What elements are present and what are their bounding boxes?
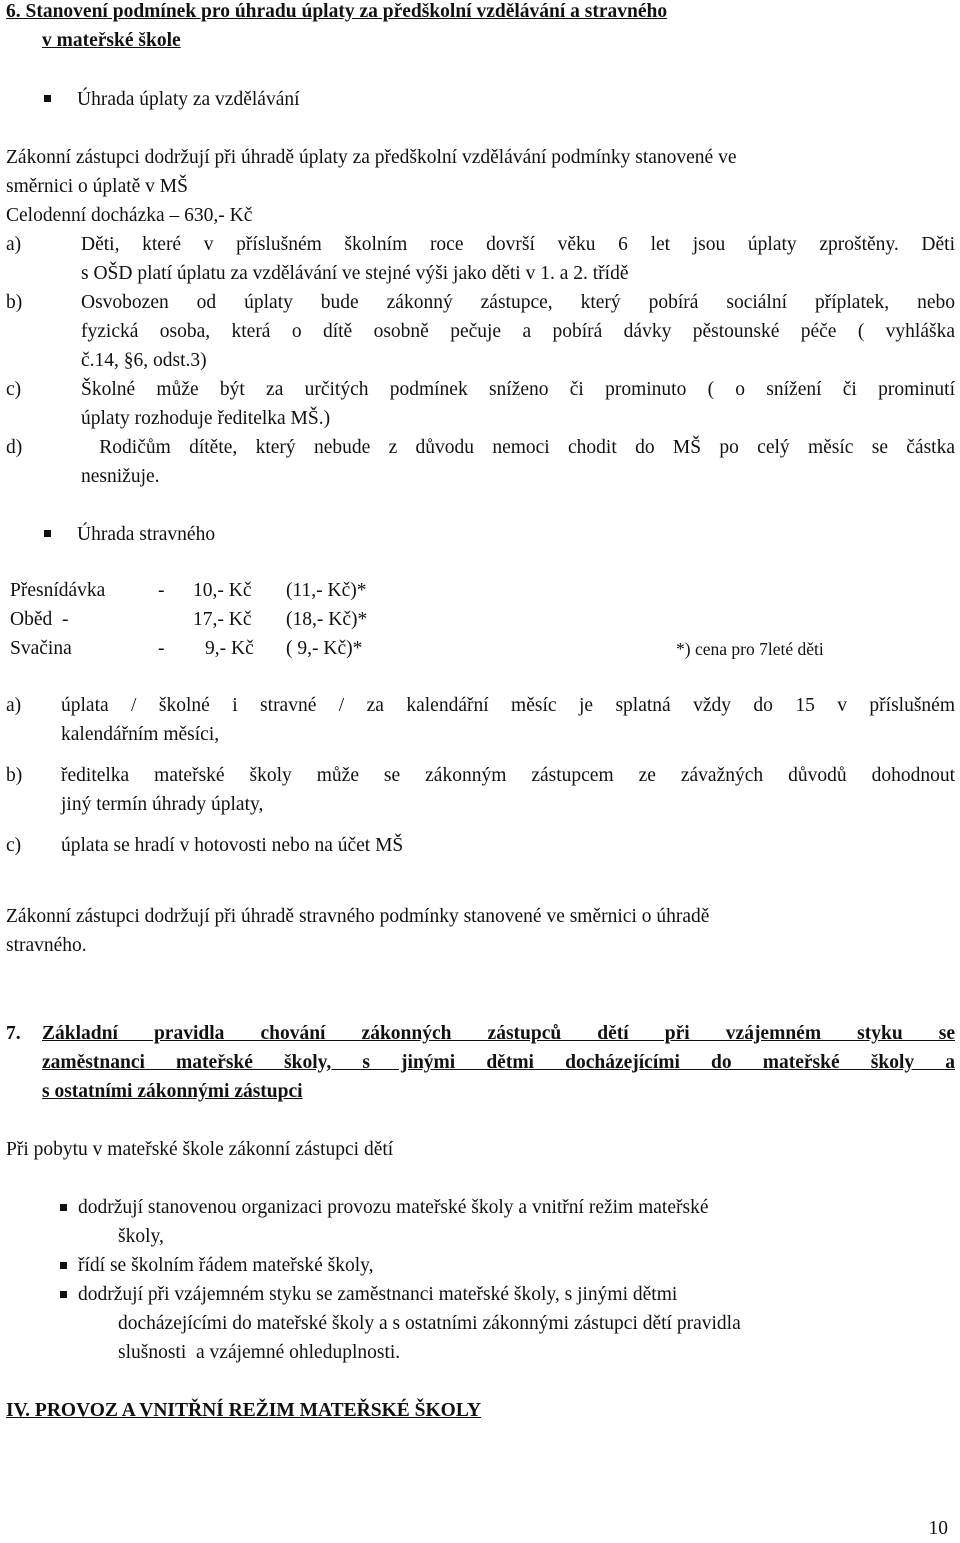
para1-line1: Zákonní zástupci dodržují při úhradě úplaty za předškolní vzdělávání podmínky stanovené ve [6, 147, 737, 168]
section6-heading-line2: v mateřské škole [42, 30, 181, 51]
fee-alt-price: ( 9,- Kč)* [286, 638, 363, 659]
item-text-line: s OŠD platí úplatu za vzdělávání ve stejné výši jako děti v 1. a 2. třídě [81, 263, 629, 284]
bullet-tuition-label: Úhrada úplaty za vzdělávání [77, 89, 300, 110]
fee-price: 10,- Kč [193, 580, 252, 601]
section4-heading: IV. PROVOZ A VNITŘNÍ REŽIM MATEŘSKÉ ŠKOLY [6, 1400, 482, 1421]
item-text-line: Rodičům dítěte, který nebude z důvodu nemoci chodit do MŠ po celý měsíc se částka [81, 437, 955, 458]
para2-line2: stravného. [6, 935, 87, 956]
fee-note: *) cena pro 7leté děti [676, 639, 824, 659]
section7-heading-line: Základní pravidla chování zákonných zástupců dětí při vzájemném styku se [42, 1023, 955, 1044]
item-text-line: úplata / školné i stravné / za kalendářní měsíc je splatná vždy do 15 v příslušném [61, 695, 955, 716]
square-bullet-icon [44, 530, 51, 537]
item-text-line: fyzická osoba, která o dítě osobně pečuje a pobírá dávky pěstounské péče ( vyhláška [81, 321, 955, 342]
payment-item-c [6, 831, 955, 860]
bullet-meals [44, 520, 215, 549]
square-bullet-icon [44, 95, 51, 102]
item-text-line: Osvobozen od úplaty bude zákonný zástupce, který pobírá sociální příplatek, nebo [81, 292, 955, 313]
fee-dash: - [158, 580, 165, 601]
bullet-text-line: dodržují stanovenou organizaci provozu mateřské školy a vnitřní režim mateřské [78, 1197, 709, 1218]
fullday-fee: Celodenní docházka – 630,- Kč [6, 205, 253, 226]
para1-line2: směrnici o úplatě v MŠ [6, 176, 188, 197]
section7-number: 7. [6, 1023, 21, 1044]
fee-price: 17,- Kč [193, 609, 252, 630]
item-label: a) [6, 234, 22, 255]
fee-alt-price: (18,- Kč)* [286, 609, 368, 630]
para2-line1: Zákonní zástupci dodržují při úhradě stravného podmínky stanovené ve směrnici o úhradě [6, 906, 710, 927]
condition-item-c [6, 375, 955, 433]
rule-bullet-item [60, 1280, 920, 1367]
bullet-text-line: slušnosti a vzájemné ohleduplnosti. [118, 1342, 401, 1363]
payment-item-b [6, 761, 955, 819]
rule-bullet-item [60, 1193, 920, 1251]
bullet-text-line: školy, [118, 1226, 164, 1247]
fee-name: Svačina [10, 638, 72, 659]
item-label: b) [6, 292, 23, 313]
item-text-line: jiný termín úhrady úplaty, [61, 794, 264, 815]
section7-heading-line: s ostatními zákonnými zástupci [42, 1081, 303, 1102]
fee-name: Přesnídávka [10, 580, 106, 601]
bullet-meals-label: Úhrada stravného [77, 524, 216, 545]
item-label: d) [6, 437, 23, 458]
item-text-line: Školné může být za určitých podmínek sníženo či prominuto ( o snížení či prominutí [81, 379, 955, 400]
item-text-line: č.14, §6, odst.3) [81, 350, 207, 371]
item-text-line: kalendářním měsíci, [61, 724, 220, 745]
item-label: b) [6, 765, 23, 786]
item-text-line: úplaty rozhoduje ředitelka MŠ.) [81, 408, 331, 429]
item-label: a) [6, 695, 22, 716]
fee-name: Oběd - [10, 609, 69, 630]
item-label: c) [6, 835, 22, 856]
fee-alt-price: (11,- Kč)* [286, 580, 367, 601]
square-bullet-icon [60, 1262, 67, 1269]
condition-item-d [6, 433, 955, 491]
section6-heading-line1: 6. Stanovení podmínek pro úhradu úplaty za předškolní vzdělávání a stravného [6, 1, 668, 22]
condition-item-a [6, 230, 955, 288]
item-text-line: nesnižuje. [81, 466, 160, 487]
square-bullet-icon [60, 1291, 67, 1298]
bullet-text-line: dodržují při vzájemném styku se zaměstnanci mateřské školy, s jinými dětmi [78, 1284, 678, 1305]
bullet-text-line: řídí se školním řádem mateřské školy, [78, 1255, 374, 1276]
square-bullet-icon [60, 1204, 67, 1211]
fee-price: 9,- Kč [205, 638, 254, 659]
bullet-text-line: docházejícími do mateřské školy a s ostatními zákonnými zástupci dětí pravidla [118, 1313, 741, 1334]
section7-intro: Při pobytu v mateřské škole zákonní zástupci dětí [6, 1139, 394, 1160]
section7-heading-line: zaměstnanci mateřské školy, s jinými dětmi docházejícími do mateřské školy a [42, 1052, 955, 1073]
section7-heading [6, 1019, 955, 1106]
item-text-line: ředitelka mateřské školy může se zákonným zástupcem ze závažných důvodů dohodnout [61, 765, 955, 786]
fee-dash: - [158, 638, 165, 659]
item-text-line: úplata se hradí v hotovosti nebo na účet MŠ [61, 835, 404, 856]
item-text-line: Děti, které v příslušném školním roce dovrší věku 6 let jsou úplaty zproštěny. Děti [81, 234, 955, 255]
rule-bullet-item [60, 1251, 920, 1280]
condition-item-b [6, 288, 955, 375]
payment-item-a [6, 691, 955, 749]
bullet-tuition [44, 85, 300, 114]
page-number: 10 [928, 1518, 948, 1539]
item-label: c) [6, 379, 22, 400]
